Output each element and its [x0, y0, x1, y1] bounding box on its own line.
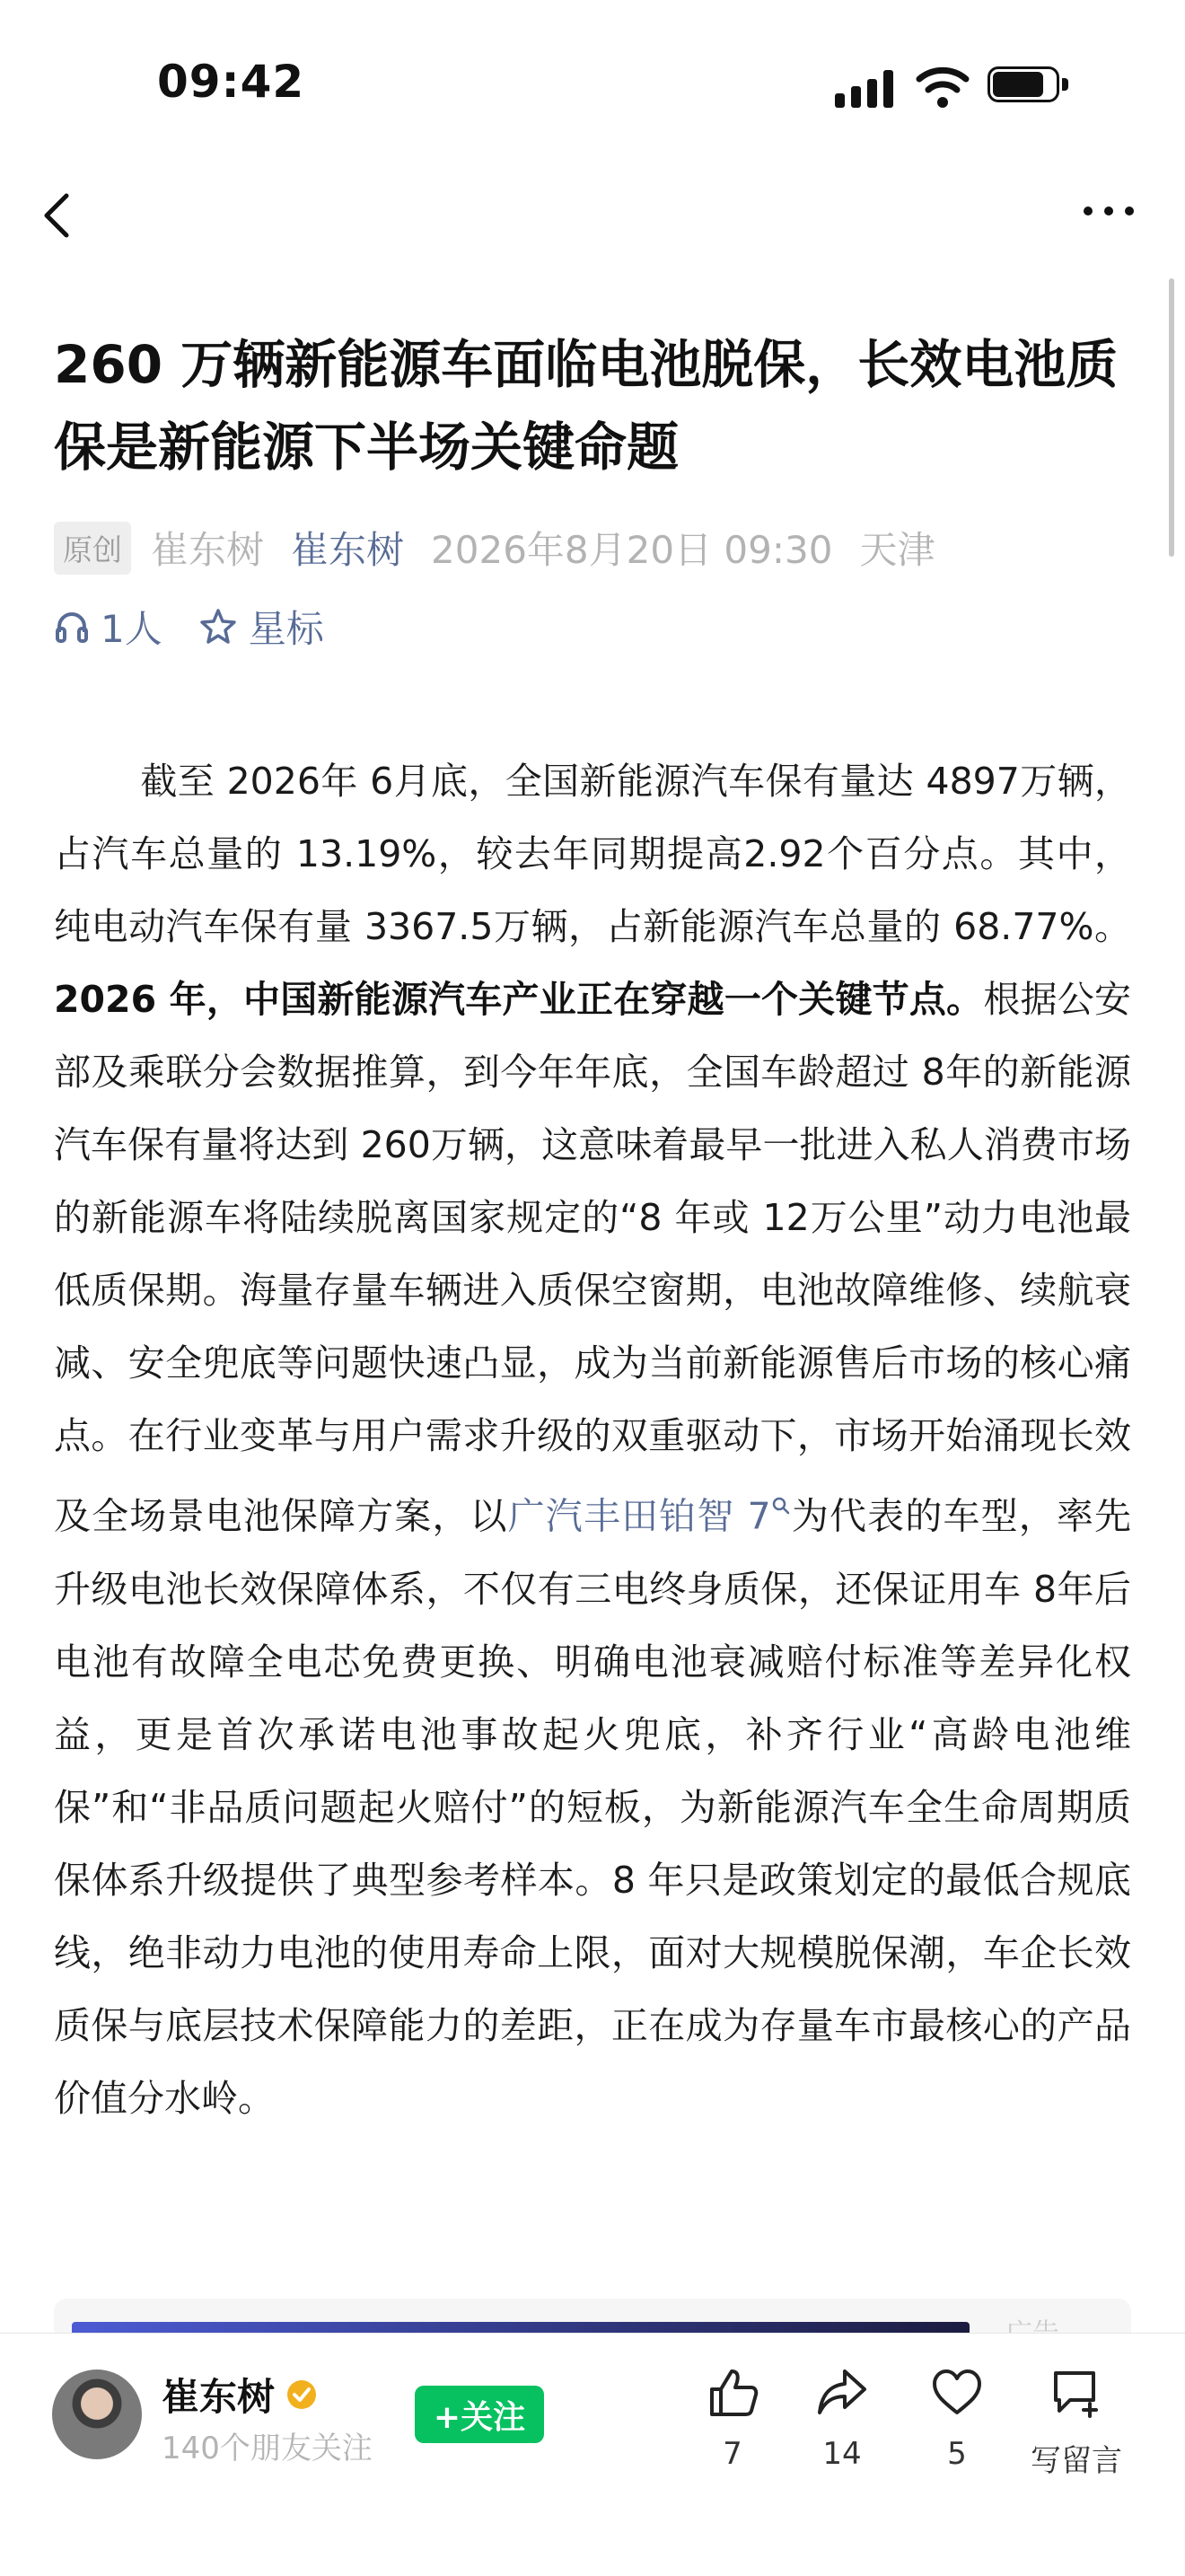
verified-badge-icon	[285, 2378, 318, 2411]
status-bar	[0, 0, 1185, 162]
account-name[interactable]	[162, 2368, 318, 2422]
avatar[interactable]	[52, 2369, 142, 2459]
share-button[interactable]	[793, 2364, 891, 2472]
thumbs-up-icon	[705, 2364, 760, 2420]
search-icon[interactable]	[771, 1495, 791, 1522]
comment-label: 写留言	[1031, 2443, 1122, 2479]
body-bold-text: 2026 年，中国新能源汽车产业正在穿越一个关键节点。	[54, 978, 984, 1021]
star-label: 星标	[248, 607, 324, 651]
wifi-icon	[916, 63, 970, 110]
more-dots-icon[interactable]	[1077, 198, 1140, 224]
article-title: 260 万辆新能源车面临电池脱保，长效电池质保是新能源下半场关键命题	[54, 334, 1119, 478]
account-link[interactable]: 崔东树	[291, 528, 405, 572]
star-button[interactable]	[198, 600, 324, 654]
listener-count: 1人	[101, 607, 162, 651]
article-body	[54, 745, 1131, 2135]
comment-button[interactable]	[1023, 2364, 1130, 2480]
scrollbar[interactable]	[1169, 278, 1174, 557]
body-text-3: 为代表的车型，率先升级电池长效保障体系，不仅有三电终身质保，还保证用车 8年后电池有故障全电芯免费更换、明确电池衰减赔付标准等差异化权益，更是首次承诺电池事故起火兜底，补齐行业“高龄电池维保”和“非品质问题起火赔付”的短板，为新能源汽车全生命周期质保体系升级提供了典型参考样本。8 年只是政策划定的最低合规底线，绝非动力电池的使用寿命上限，面对大规模脱保潮，车企长效质保与底层技术保障能力的差距，正在成为存量车市最核心的产品价值分水岭。	[54, 1494, 1132, 2120]
article-actions	[54, 600, 360, 654]
bottom-bar	[0, 2333, 1185, 2576]
headphones-icon	[54, 609, 90, 645]
share-icon	[814, 2364, 870, 2420]
heart-icon	[929, 2364, 985, 2420]
article-meta	[54, 521, 935, 575]
publish-datetime: 2026年8月20日 09:30	[431, 528, 833, 572]
star-icon	[198, 607, 238, 646]
publish-location: 天津	[859, 528, 935, 572]
back-arrow-icon[interactable]	[36, 189, 81, 242]
follow-button[interactable]: +关注	[415, 2386, 544, 2443]
share-count: 14	[822, 2436, 862, 2472]
heart-button[interactable]	[908, 2364, 1006, 2472]
status-time: 09:42	[157, 56, 305, 108]
comment-icon	[1049, 2364, 1104, 2420]
like-count: 7	[723, 2436, 742, 2472]
battery-icon	[988, 66, 1070, 106]
car-model-link[interactable]: 广汽丰田铂智 7	[507, 1494, 771, 1538]
heart-count: 5	[947, 2436, 967, 2472]
listen-button[interactable]	[54, 600, 162, 654]
body-text-1: 截至 2026年 6月底，全国新能源汽车保有量达 4897万辆，占汽车总量的 13.19%，较去年同期提高2.92个百分点。其中，纯电动汽车保有量 3367.5万辆，占新能源汽车总量的 68.77%。	[54, 760, 1131, 948]
author-name: 崔东树	[151, 528, 265, 572]
nav-bar	[0, 171, 1185, 251]
account-name-text: 崔东树	[162, 2375, 276, 2419]
body-text-2: 根据公安部及乘联分会数据推算，到今年年底，全国车龄超过 8年的新能源汽车保有量将达到 260万辆，这意味着最早一批进入私人消费市场的新能源车将陆续脱离国家规定的“8 年或 12万公里”动力电池最低质保期。海量存量车辆进入质保空窗期，电池故障维修、续航衰减、安全兜底等问题快速凸显，成为当前新能源售后市场的核心痛点。在行业变革与用户需求升级的双重驱动下，市场开始涌现长效及全场景电池保障方案，以	[54, 978, 1132, 1538]
signal-icon	[835, 68, 898, 108]
original-tag: 原创	[54, 522, 131, 575]
followers-count: 140个朋友关注	[162, 2431, 373, 2466]
like-button[interactable]	[683, 2364, 782, 2472]
